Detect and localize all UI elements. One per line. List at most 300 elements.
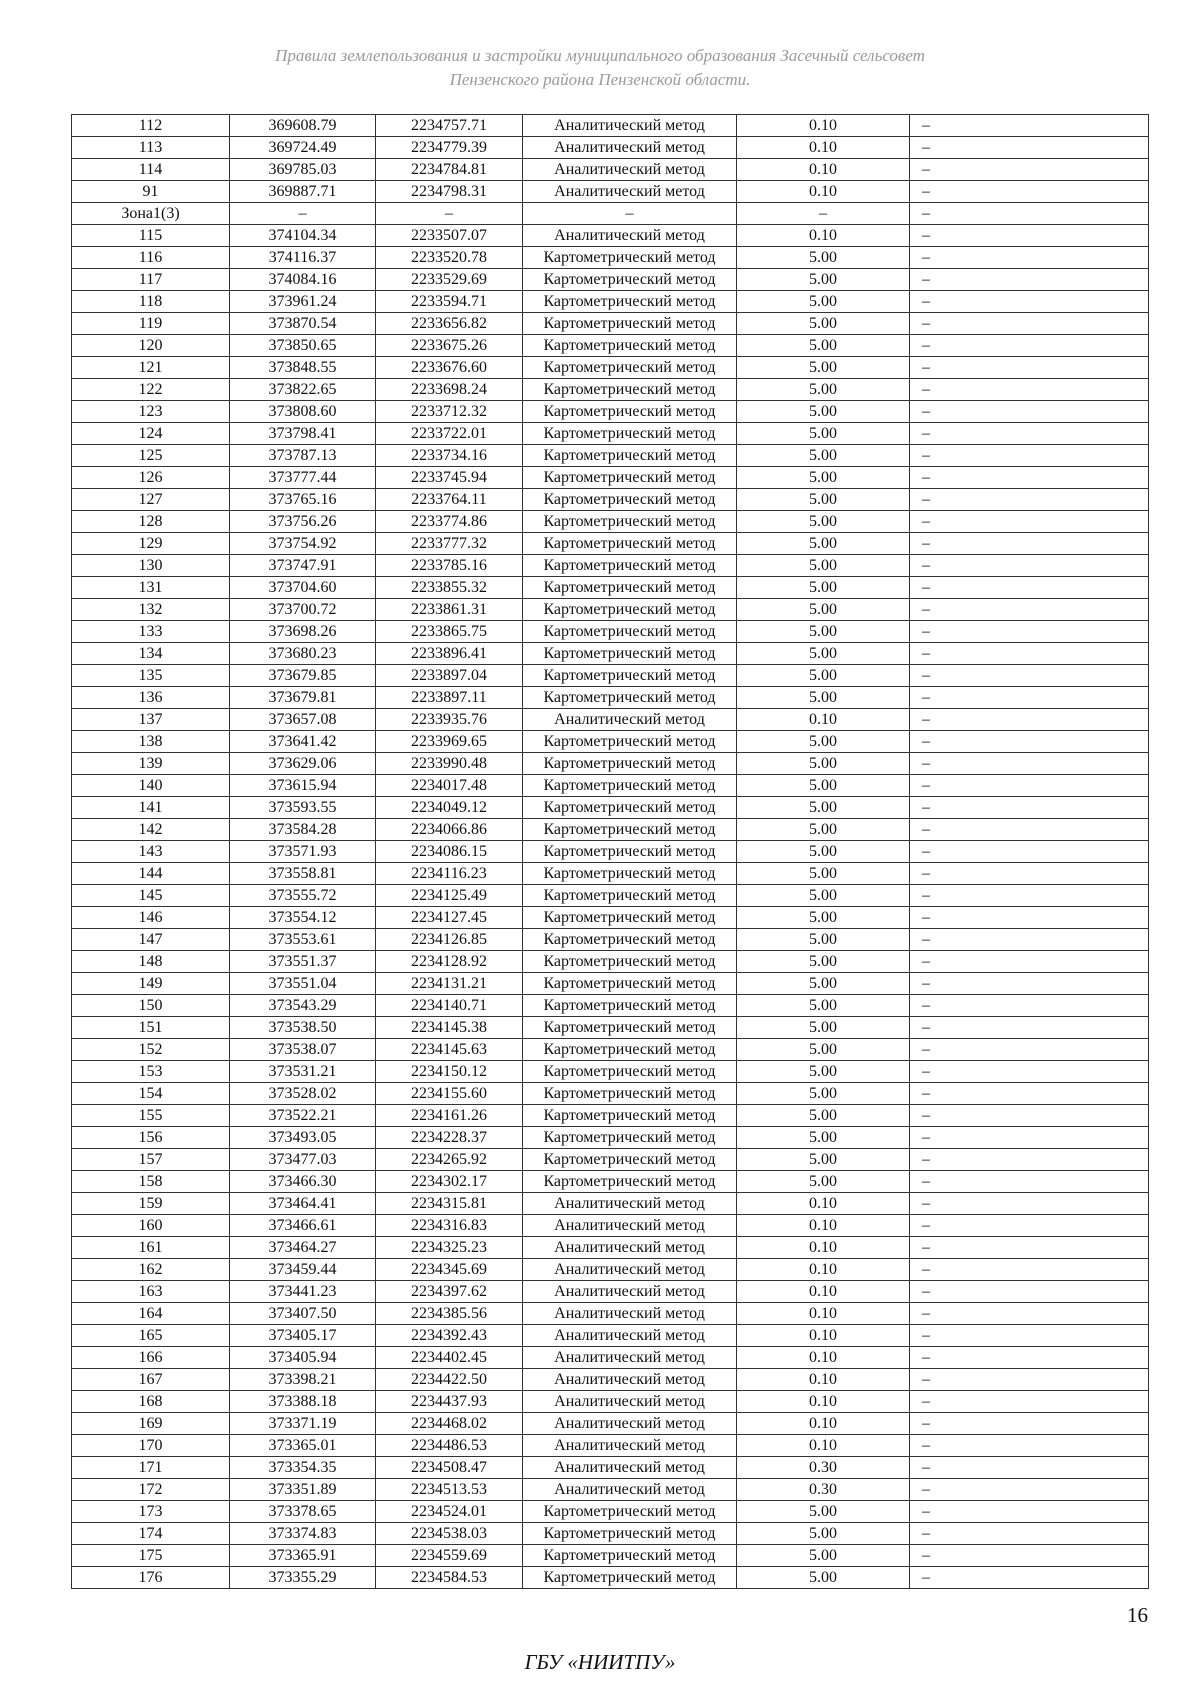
point-number-cell: 175 xyxy=(72,1545,230,1567)
method-cell: Картометрический метод xyxy=(523,577,737,599)
accuracy-cell: 5.00 xyxy=(737,1061,910,1083)
note-cell: – xyxy=(910,1237,1149,1259)
table-row xyxy=(72,1567,1149,1589)
table-row xyxy=(72,731,1149,753)
table-row xyxy=(72,1237,1149,1259)
y-coordinate-cell: 2233969.65 xyxy=(376,731,523,753)
method-cell: Картометрический метод xyxy=(523,379,737,401)
point-number-cell: 165 xyxy=(72,1325,230,1347)
x-coordinate-cell: 373848.55 xyxy=(230,357,376,379)
table-row xyxy=(72,599,1149,621)
table-row xyxy=(72,1061,1149,1083)
x-coordinate-cell: 373756.26 xyxy=(230,511,376,533)
table-row xyxy=(72,1193,1149,1215)
y-coordinate-cell: 2233785.16 xyxy=(376,555,523,577)
point-number-cell: 168 xyxy=(72,1391,230,1413)
method-cell: Картометрический метод xyxy=(523,1149,737,1171)
note-cell: – xyxy=(910,1457,1149,1479)
method-cell: Картометрический метод xyxy=(523,731,737,753)
y-coordinate-cell: 2234798.31 xyxy=(376,181,523,203)
note-cell: – xyxy=(910,489,1149,511)
y-coordinate-cell: 2233897.04 xyxy=(376,665,523,687)
note-cell: – xyxy=(910,335,1149,357)
accuracy-cell: 5.00 xyxy=(737,1105,910,1127)
x-coordinate-cell: 373388.18 xyxy=(230,1391,376,1413)
method-cell: Картометрический метод xyxy=(523,1545,737,1567)
y-coordinate-cell: 2233712.32 xyxy=(376,401,523,423)
table-row xyxy=(72,357,1149,379)
note-cell: – xyxy=(910,203,1149,225)
accuracy-cell: 5.00 xyxy=(737,1523,910,1545)
method-cell: Аналитический метод xyxy=(523,1237,737,1259)
coordinates-table xyxy=(71,114,1149,1589)
accuracy-cell: 5.00 xyxy=(737,577,910,599)
method-cell: Аналитический метод xyxy=(523,1325,737,1347)
y-coordinate-cell: 2234402.45 xyxy=(376,1347,523,1369)
y-coordinate-cell: 2233675.26 xyxy=(376,335,523,357)
accuracy-cell: 0.10 xyxy=(737,1369,910,1391)
point-number-cell: 127 xyxy=(72,489,230,511)
y-coordinate-cell: 2234302.17 xyxy=(376,1171,523,1193)
y-coordinate-cell: 2233897.11 xyxy=(376,687,523,709)
point-number-cell: 129 xyxy=(72,533,230,555)
accuracy-cell: 0.30 xyxy=(737,1457,910,1479)
note-cell: – xyxy=(910,951,1149,973)
table-row xyxy=(72,1413,1149,1435)
note-cell: – xyxy=(910,137,1149,159)
point-number-cell: 164 xyxy=(72,1303,230,1325)
y-coordinate-cell: 2234559.69 xyxy=(376,1545,523,1567)
y-coordinate-cell: 2233656.82 xyxy=(376,313,523,335)
point-number-cell: 130 xyxy=(72,555,230,577)
point-number-cell: 135 xyxy=(72,665,230,687)
table-body xyxy=(72,115,1149,1589)
note-cell: – xyxy=(910,533,1149,555)
method-cell: Картометрический метод xyxy=(523,1501,737,1523)
y-coordinate-cell: 2234486.53 xyxy=(376,1435,523,1457)
table-row xyxy=(72,423,1149,445)
point-number-cell: 152 xyxy=(72,1039,230,1061)
point-number-cell: 117 xyxy=(72,269,230,291)
note-cell: – xyxy=(910,225,1149,247)
method-cell: Картометрический метод xyxy=(523,489,737,511)
point-number-cell: 173 xyxy=(72,1501,230,1523)
note-cell: – xyxy=(910,1039,1149,1061)
x-coordinate-cell: 373551.04 xyxy=(230,973,376,995)
table-row xyxy=(72,401,1149,423)
note-cell: – xyxy=(910,577,1149,599)
x-coordinate-cell: 373777.44 xyxy=(230,467,376,489)
point-number-cell: 158 xyxy=(72,1171,230,1193)
note-cell: – xyxy=(910,401,1149,423)
x-coordinate-cell: 374116.37 xyxy=(230,247,376,269)
y-coordinate-cell: 2233722.01 xyxy=(376,423,523,445)
y-coordinate-cell: 2233745.94 xyxy=(376,467,523,489)
x-coordinate-cell: 373641.42 xyxy=(230,731,376,753)
note-cell: – xyxy=(910,313,1149,335)
y-coordinate-cell: 2233764.11 xyxy=(376,489,523,511)
table-row xyxy=(72,247,1149,269)
method-cell: Картометрический метод xyxy=(523,1083,737,1105)
note-cell: – xyxy=(910,1479,1149,1501)
accuracy-cell: 0.30 xyxy=(737,1479,910,1501)
method-cell: Картометрический метод xyxy=(523,511,737,533)
note-cell: – xyxy=(910,1259,1149,1281)
accuracy-cell: 5.00 xyxy=(737,731,910,753)
point-number-cell: 166 xyxy=(72,1347,230,1369)
note-cell: – xyxy=(910,555,1149,577)
x-coordinate-cell: 373798.41 xyxy=(230,423,376,445)
y-coordinate-cell: 2234316.83 xyxy=(376,1215,523,1237)
y-coordinate-cell: 2234392.43 xyxy=(376,1325,523,1347)
note-cell: – xyxy=(910,687,1149,709)
method-cell: Аналитический метод xyxy=(523,137,737,159)
table-row xyxy=(72,1369,1149,1391)
x-coordinate-cell: 373679.85 xyxy=(230,665,376,687)
table-row xyxy=(72,313,1149,335)
note-cell: – xyxy=(910,819,1149,841)
point-number-cell: 163 xyxy=(72,1281,230,1303)
x-coordinate-cell: 373704.60 xyxy=(230,577,376,599)
note-cell: – xyxy=(910,467,1149,489)
table-row xyxy=(72,577,1149,599)
y-coordinate-cell: 2233777.32 xyxy=(376,533,523,555)
x-coordinate-cell: 373551.37 xyxy=(230,951,376,973)
x-coordinate-cell: 373555.72 xyxy=(230,885,376,907)
x-coordinate-cell: 373870.54 xyxy=(230,313,376,335)
note-cell: – xyxy=(910,973,1149,995)
table-row xyxy=(72,885,1149,907)
method-cell: Картометрический метод xyxy=(523,291,737,313)
note-cell: – xyxy=(910,1523,1149,1545)
point-number-cell: 140 xyxy=(72,775,230,797)
x-coordinate-cell: 373657.08 xyxy=(230,709,376,731)
x-coordinate-cell: 374084.16 xyxy=(230,269,376,291)
note-cell: – xyxy=(910,181,1149,203)
x-coordinate-cell: 373354.35 xyxy=(230,1457,376,1479)
y-coordinate-cell: 2233698.24 xyxy=(376,379,523,401)
method-cell: Картометрический метод xyxy=(523,863,737,885)
table-row xyxy=(72,929,1149,951)
method-cell: Картометрический метод xyxy=(523,775,737,797)
accuracy-cell: 5.00 xyxy=(737,1501,910,1523)
point-number-cell: 115 xyxy=(72,225,230,247)
x-coordinate-cell: 373850.65 xyxy=(230,335,376,357)
method-cell: Аналитический метод xyxy=(523,181,737,203)
accuracy-cell: 5.00 xyxy=(737,1567,910,1589)
accuracy-cell: 0.10 xyxy=(737,1435,910,1457)
table-row xyxy=(72,819,1149,841)
y-coordinate-cell: 2234131.21 xyxy=(376,973,523,995)
x-coordinate-cell: 373679.81 xyxy=(230,687,376,709)
y-coordinate-cell: 2234437.93 xyxy=(376,1391,523,1413)
accuracy-cell: 0.10 xyxy=(737,1413,910,1435)
table-row xyxy=(72,665,1149,687)
point-number-cell: 147 xyxy=(72,929,230,951)
note-cell: – xyxy=(910,423,1149,445)
x-coordinate-cell: 373543.29 xyxy=(230,995,376,1017)
method-cell: Аналитический метод xyxy=(523,1303,737,1325)
accuracy-cell: 5.00 xyxy=(737,511,910,533)
y-coordinate-cell: 2234315.81 xyxy=(376,1193,523,1215)
y-coordinate-cell: 2234116.23 xyxy=(376,863,523,885)
x-coordinate-cell: 373405.94 xyxy=(230,1347,376,1369)
point-number-cell: 162 xyxy=(72,1259,230,1281)
accuracy-cell: 5.00 xyxy=(737,291,910,313)
accuracy-cell: 0.10 xyxy=(737,1237,910,1259)
method-cell: Картометрический метод xyxy=(523,1039,737,1061)
point-number-cell: 116 xyxy=(72,247,230,269)
table-row xyxy=(72,269,1149,291)
accuracy-cell: 5.00 xyxy=(737,467,910,489)
accuracy-cell: 5.00 xyxy=(737,1083,910,1105)
point-number-cell: 120 xyxy=(72,335,230,357)
x-coordinate-cell: 373808.60 xyxy=(230,401,376,423)
x-coordinate-cell: 373629.06 xyxy=(230,753,376,775)
method-cell: Картометрический метод xyxy=(523,797,737,819)
y-coordinate-cell: 2234140.71 xyxy=(376,995,523,1017)
point-number-cell: 160 xyxy=(72,1215,230,1237)
y-coordinate-cell: 2234397.62 xyxy=(376,1281,523,1303)
method-cell: Картометрический метод xyxy=(523,1567,737,1589)
method-cell: Картометрический метод xyxy=(523,599,737,621)
accuracy-cell: 5.00 xyxy=(737,621,910,643)
accuracy-cell: 5.00 xyxy=(737,423,910,445)
x-coordinate-cell: 373593.55 xyxy=(230,797,376,819)
note-cell: – xyxy=(910,1303,1149,1325)
note-cell: – xyxy=(910,1435,1149,1457)
running-header xyxy=(0,44,1200,92)
x-coordinate-cell: 373584.28 xyxy=(230,819,376,841)
x-coordinate-cell: 369785.03 xyxy=(230,159,376,181)
note-cell: – xyxy=(910,1127,1149,1149)
method-cell: Аналитический метод xyxy=(523,1413,737,1435)
table-row xyxy=(72,511,1149,533)
accuracy-cell: 5.00 xyxy=(737,995,910,1017)
table-row xyxy=(72,907,1149,929)
x-coordinate-cell: 373754.92 xyxy=(230,533,376,555)
note-cell: – xyxy=(910,247,1149,269)
x-coordinate-cell: 373459.44 xyxy=(230,1259,376,1281)
accuracy-cell: 0.10 xyxy=(737,1281,910,1303)
point-number-cell: 131 xyxy=(72,577,230,599)
accuracy-cell: 5.00 xyxy=(737,885,910,907)
accuracy-cell: 5.00 xyxy=(737,643,910,665)
x-coordinate-cell: 369608.79 xyxy=(230,115,376,137)
x-coordinate-cell: 373615.94 xyxy=(230,775,376,797)
point-number-cell: Зона1(3) xyxy=(72,203,230,225)
point-number-cell: 124 xyxy=(72,423,230,445)
table-row xyxy=(72,291,1149,313)
accuracy-cell: 5.00 xyxy=(737,489,910,511)
accuracy-cell: 5.00 xyxy=(737,1039,910,1061)
accuracy-cell: 0.10 xyxy=(737,1325,910,1347)
point-number-cell: 171 xyxy=(72,1457,230,1479)
point-number-cell: 144 xyxy=(72,863,230,885)
point-number-cell: 170 xyxy=(72,1435,230,1457)
x-coordinate-cell: 373554.12 xyxy=(230,907,376,929)
x-coordinate-cell: 373466.30 xyxy=(230,1171,376,1193)
x-coordinate-cell: 373464.41 xyxy=(230,1193,376,1215)
point-number-cell: 149 xyxy=(72,973,230,995)
y-coordinate-cell: 2233990.48 xyxy=(376,753,523,775)
note-cell: – xyxy=(910,929,1149,951)
accuracy-cell: 0.10 xyxy=(737,1193,910,1215)
table-row xyxy=(72,203,1149,225)
note-cell: – xyxy=(910,797,1149,819)
point-number-cell: 113 xyxy=(72,137,230,159)
method-cell: Картометрический метод xyxy=(523,951,737,973)
y-coordinate-cell: 2234265.92 xyxy=(376,1149,523,1171)
table-row xyxy=(72,1215,1149,1237)
table-row xyxy=(72,1325,1149,1347)
note-cell: – xyxy=(910,709,1149,731)
point-number-cell: 136 xyxy=(72,687,230,709)
note-cell: – xyxy=(910,1105,1149,1127)
method-cell: Картометрический метод xyxy=(523,753,737,775)
table-row xyxy=(72,995,1149,1017)
method-cell: Картометрический метод xyxy=(523,1105,737,1127)
note-cell: – xyxy=(910,379,1149,401)
x-coordinate-cell: 373538.50 xyxy=(230,1017,376,1039)
table-row xyxy=(72,1259,1149,1281)
note-cell: – xyxy=(910,885,1149,907)
y-coordinate-cell: 2233865.75 xyxy=(376,621,523,643)
x-coordinate-cell: 373374.83 xyxy=(230,1523,376,1545)
point-number-cell: 153 xyxy=(72,1061,230,1083)
point-number-cell: 114 xyxy=(72,159,230,181)
y-coordinate-cell: 2234779.39 xyxy=(376,137,523,159)
x-coordinate-cell: 373365.01 xyxy=(230,1435,376,1457)
accuracy-cell: 5.00 xyxy=(737,819,910,841)
note-cell: – xyxy=(910,665,1149,687)
x-coordinate-cell: 369724.49 xyxy=(230,137,376,159)
note-cell: – xyxy=(910,1501,1149,1523)
point-number-cell: 134 xyxy=(72,643,230,665)
method-cell: Картометрический метод xyxy=(523,1523,737,1545)
table-row xyxy=(72,489,1149,511)
accuracy-cell: 0.10 xyxy=(737,1347,910,1369)
accuracy-cell: 5.00 xyxy=(737,401,910,423)
table-row xyxy=(72,1127,1149,1149)
point-number-cell: 156 xyxy=(72,1127,230,1149)
accuracy-cell: 5.00 xyxy=(737,841,910,863)
table-row xyxy=(72,555,1149,577)
point-number-cell: 133 xyxy=(72,621,230,643)
table-row xyxy=(72,973,1149,995)
method-cell: Картометрический метод xyxy=(523,533,737,555)
note-cell: – xyxy=(910,1193,1149,1215)
point-number-cell: 121 xyxy=(72,357,230,379)
x-coordinate-cell: 373365.91 xyxy=(230,1545,376,1567)
method-cell: Картометрический метод xyxy=(523,555,737,577)
table-row xyxy=(72,797,1149,819)
accuracy-cell: 5.00 xyxy=(737,775,910,797)
method-cell: Аналитический метод xyxy=(523,225,737,247)
accuracy-cell: 5.00 xyxy=(737,533,910,555)
point-number-cell: 146 xyxy=(72,907,230,929)
x-coordinate-cell: 373351.89 xyxy=(230,1479,376,1501)
table-row xyxy=(72,1479,1149,1501)
note-cell: – xyxy=(910,1215,1149,1237)
note-cell: – xyxy=(910,731,1149,753)
point-number-cell: 154 xyxy=(72,1083,230,1105)
header-line-1: Правила землепользования и застройки муниципального образования Засечный сельсовет xyxy=(275,46,925,65)
point-number-cell: 157 xyxy=(72,1149,230,1171)
method-cell: Картометрический метод xyxy=(523,445,737,467)
method-cell: Картометрический метод xyxy=(523,929,737,951)
method-cell: – xyxy=(523,203,737,225)
table-row xyxy=(72,1303,1149,1325)
accuracy-cell: 0.10 xyxy=(737,1215,910,1237)
accuracy-cell: 0.10 xyxy=(737,181,910,203)
accuracy-cell: 0.10 xyxy=(737,1303,910,1325)
y-coordinate-cell: 2233896.41 xyxy=(376,643,523,665)
method-cell: Картометрический метод xyxy=(523,357,737,379)
method-cell: Картометрический метод xyxy=(523,423,737,445)
accuracy-cell: 5.00 xyxy=(737,269,910,291)
point-number-cell: 167 xyxy=(72,1369,230,1391)
y-coordinate-cell: 2234049.12 xyxy=(376,797,523,819)
y-coordinate-cell: 2234513.53 xyxy=(376,1479,523,1501)
note-cell: – xyxy=(910,599,1149,621)
method-cell: Картометрический метод xyxy=(523,907,737,929)
note-cell: – xyxy=(910,775,1149,797)
note-cell: – xyxy=(910,1149,1149,1171)
y-coordinate-cell: 2233520.78 xyxy=(376,247,523,269)
note-cell: – xyxy=(910,445,1149,467)
method-cell: Картометрический метод xyxy=(523,665,737,687)
accuracy-cell: 5.00 xyxy=(737,863,910,885)
y-coordinate-cell: 2234584.53 xyxy=(376,1567,523,1589)
x-coordinate-cell: 373493.05 xyxy=(230,1127,376,1149)
point-number-cell: 139 xyxy=(72,753,230,775)
table-row xyxy=(72,1171,1149,1193)
table-row xyxy=(72,1545,1149,1567)
note-cell: – xyxy=(910,995,1149,1017)
table-row xyxy=(72,643,1149,665)
accuracy-cell: 5.00 xyxy=(737,357,910,379)
accuracy-cell: 5.00 xyxy=(737,379,910,401)
accuracy-cell: 5.00 xyxy=(737,797,910,819)
method-cell: Картометрический метод xyxy=(523,335,737,357)
table-row xyxy=(72,1457,1149,1479)
accuracy-cell: 5.00 xyxy=(737,1171,910,1193)
note-cell: – xyxy=(910,159,1149,181)
x-coordinate-cell: 369887.71 xyxy=(230,181,376,203)
point-number-cell: 123 xyxy=(72,401,230,423)
method-cell: Картометрический метод xyxy=(523,1171,737,1193)
table-row xyxy=(72,951,1149,973)
note-cell: – xyxy=(910,357,1149,379)
y-coordinate-cell: 2233594.71 xyxy=(376,291,523,313)
accuracy-cell: 5.00 xyxy=(737,929,910,951)
note-cell: – xyxy=(910,1171,1149,1193)
accuracy-cell: 0.10 xyxy=(737,1259,910,1281)
point-number-cell: 150 xyxy=(72,995,230,1017)
note-cell: – xyxy=(910,753,1149,775)
note-cell: – xyxy=(910,115,1149,137)
note-cell: – xyxy=(910,511,1149,533)
note-cell: – xyxy=(910,643,1149,665)
method-cell: Картометрический метод xyxy=(523,313,737,335)
point-number-cell: 141 xyxy=(72,797,230,819)
point-number-cell: 137 xyxy=(72,709,230,731)
point-number-cell: 142 xyxy=(72,819,230,841)
y-coordinate-cell: 2233855.32 xyxy=(376,577,523,599)
method-cell: Картометрический метод xyxy=(523,687,737,709)
method-cell: Аналитический метод xyxy=(523,1479,737,1501)
